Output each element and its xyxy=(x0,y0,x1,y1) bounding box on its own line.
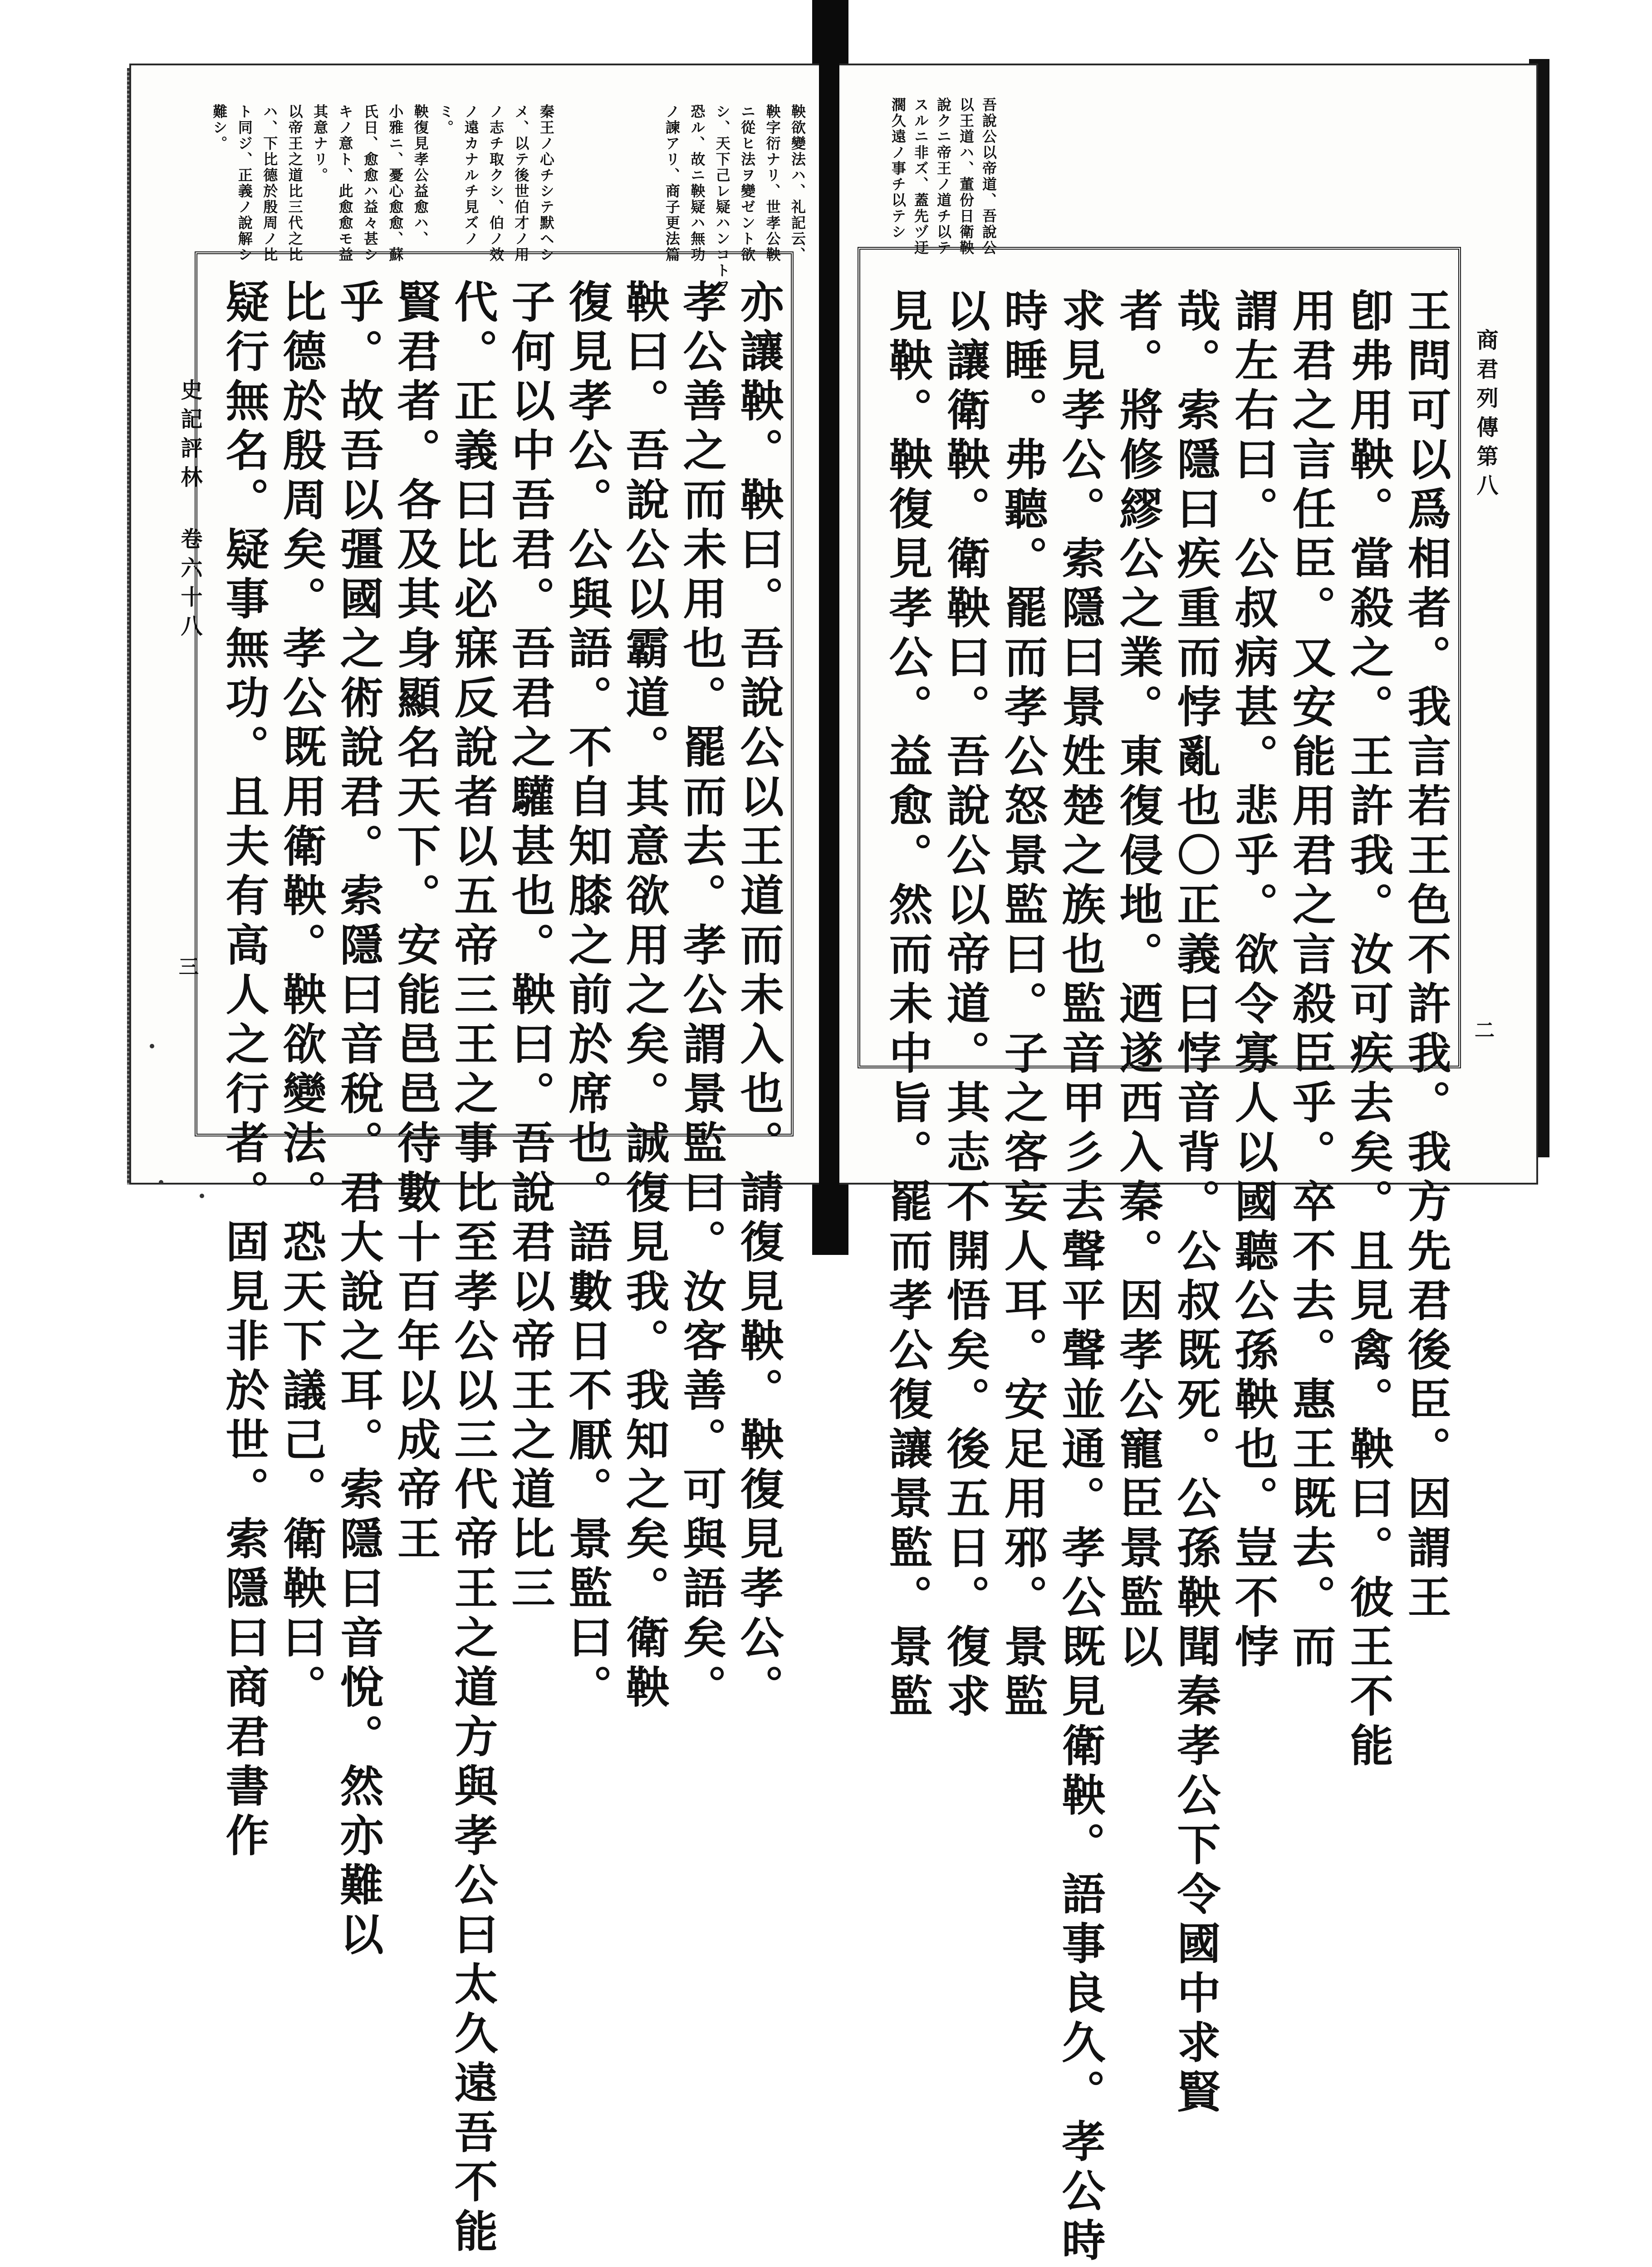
right-top-notes xyxy=(882,97,997,256)
note-column: 鞅欲變法ハ、礼記云、 xyxy=(789,104,806,263)
left-top-notes xyxy=(201,104,806,295)
note-column: ト同ジ、正義ノ說解シ xyxy=(235,104,253,263)
text-column: 求見孝公。索隱曰景姓楚之族也監音甲彡去聲平聲並通。孝公既見衛鞅。語事良久。孝公時 xyxy=(1055,288,1106,2267)
text-column: 亦讓鞅。鞅曰。吾說公以王道而未入也。請復見鞅。鞅復見孝公。 xyxy=(733,279,784,1714)
note-column: 吾說公以帝道、吾說公 xyxy=(980,97,997,256)
text-column: 以讓衛鞅。衛鞅曰。吾說公以帝道。其志不開悟矣。後五日。復求 xyxy=(940,288,991,1723)
note-column: ニ從ヒ法ヲ變ゼント欲 xyxy=(739,104,756,263)
note-column: ハ、下比德於殷周ノ比 xyxy=(261,104,279,263)
ink-speck xyxy=(200,1194,204,1198)
text-column: 乎。故吾以彊國之術說君。索隱曰音稅。君大說之耳。索隱曰音悅。然亦難以 xyxy=(333,279,384,1961)
note-column: ノ遠カナルチ見ズノ xyxy=(462,104,480,247)
left-page-header: 史記評林 卷六十八 xyxy=(177,379,202,644)
text-column: 疑行無名。疑事無功。且夫有高人之行者。固見非於世。索隱曰商君書作 xyxy=(219,279,270,1862)
note-column: キノ意ト、此愈愈モ益 xyxy=(336,104,354,263)
note-column xyxy=(604,104,629,254)
note-column: ノ諫アリ、商子更法篇 xyxy=(663,104,681,263)
note-column: ミ。 xyxy=(437,104,455,136)
text-column: 比德於殷周矣。孝公既用衛鞅。鞅欲變法。恐天下議己。衛鞅曰。 xyxy=(276,279,327,1714)
ink-speck xyxy=(159,1180,163,1185)
ink-speck xyxy=(150,1044,154,1048)
right-main-text xyxy=(872,288,1452,2267)
text-column: 代。正義曰比必寐反說者以五帝三王之事比至孝公以三代帝王之道方與孝公曰太久遠吾不能 xyxy=(447,279,499,2258)
text-column: 用君之言任臣。又安能用君之言殺臣乎。卒不去。惠王既去。而 xyxy=(1285,288,1337,1673)
text-column: 卽弗用鞅。當殺之。王許我。汝可疾去矣。且見禽。鞅曰。彼王不能 xyxy=(1343,288,1394,1772)
note-column: 以帝王之道比三代之比 xyxy=(286,104,304,263)
left-page-number: 三 xyxy=(179,955,199,979)
note-column: 秦王ノ心チシテ默ヘシ xyxy=(537,104,555,263)
right-text-frame xyxy=(858,247,1461,2267)
text-column: 哉。索隱曰疾重而悖亂也〇正義曰悖音背。公叔既死。公孫鞅聞秦孝公下令國中求賢 xyxy=(1170,288,1221,2119)
text-column: 王問可以爲相者。我言若王色不許我。我方先君後臣。因謂王 xyxy=(1401,288,1452,1624)
note-column: 小雅ニ、憂心愈愈、蘇 xyxy=(387,104,404,263)
note-column: 鞅字衍ナリ、世孝公鞅 xyxy=(764,104,781,263)
text-column: 見鞅。鞅復見孝公。益愈。然而未中旨。罷而孝公復讓景監。景監 xyxy=(882,288,933,1723)
right-page-number: 二 xyxy=(1475,1019,1495,1042)
text-column: 子何以中吾君。吾君之驩甚也。鞅曰。吾說君以帝王之道比三 xyxy=(505,279,556,1615)
left-text-frame xyxy=(195,251,794,2258)
right-page xyxy=(839,64,1538,2267)
text-column: 賢君者。各及其身顯名天下。安能邑邑待數十百年以成帝王 xyxy=(390,279,441,1565)
note-column: 以王道ハ、董份日衛鞅 xyxy=(957,97,975,256)
text-column: 謂左右曰。公叔病甚。悲乎。欲令寡人以國聽公孫鞅也。豈不悖 xyxy=(1228,288,1279,1673)
right-page-header: 商君列傳第八 xyxy=(1473,329,1498,503)
note-column: スルニ非ズ、蓋先ヅ迂 xyxy=(912,97,929,256)
text-column: 復見孝公。公與語。不自知膝之前於席也。語數日不厭。景監曰。 xyxy=(562,279,613,1714)
note-column: 鞅復見孝公益愈ハ、 xyxy=(412,104,429,247)
note-column xyxy=(554,104,578,254)
note-column xyxy=(629,104,654,254)
note-column: 說クニ帝王ノ道チ以テ xyxy=(935,97,952,256)
note-column: 難シ。 xyxy=(211,104,228,152)
left-main-text xyxy=(209,279,784,2258)
note-column: 濶久遠ノ事チ以テシ xyxy=(889,97,907,240)
text-column: 者。將修繆公之業。東復侵地。迺遂西入秦。因孝公寵臣景監以 xyxy=(1113,288,1164,1673)
note-column: メ、以テ後世伯才ノ用 xyxy=(512,104,530,263)
note-column: 恐ル、故ニ鞅疑ハ無功 xyxy=(688,104,706,263)
note-column: シ、天下己レ疑ハンコトヲ xyxy=(713,104,731,295)
text-column: 鞅曰。吾說公以霸道。其意欲用之矣。誠復見我。我知之矣。衛鞅 xyxy=(619,279,670,1714)
left-page xyxy=(129,64,819,2258)
note-column xyxy=(578,104,603,254)
text-column: 時睡。弗聽。罷而孝公怒景監曰。子之客妄人耳。安足用邪。景監 xyxy=(997,288,1049,1723)
note-column: 其意ナリ。 xyxy=(311,104,329,183)
text-column: 孝公善之而未用也。罷而去。孝公謂景監曰。汝客善。可與語矣。 xyxy=(676,279,727,1714)
note-column: 氏日、愈愈ハ益々甚シ xyxy=(361,104,379,263)
note-column: ノ志チ取クシ、伯ノ效 xyxy=(487,104,505,263)
